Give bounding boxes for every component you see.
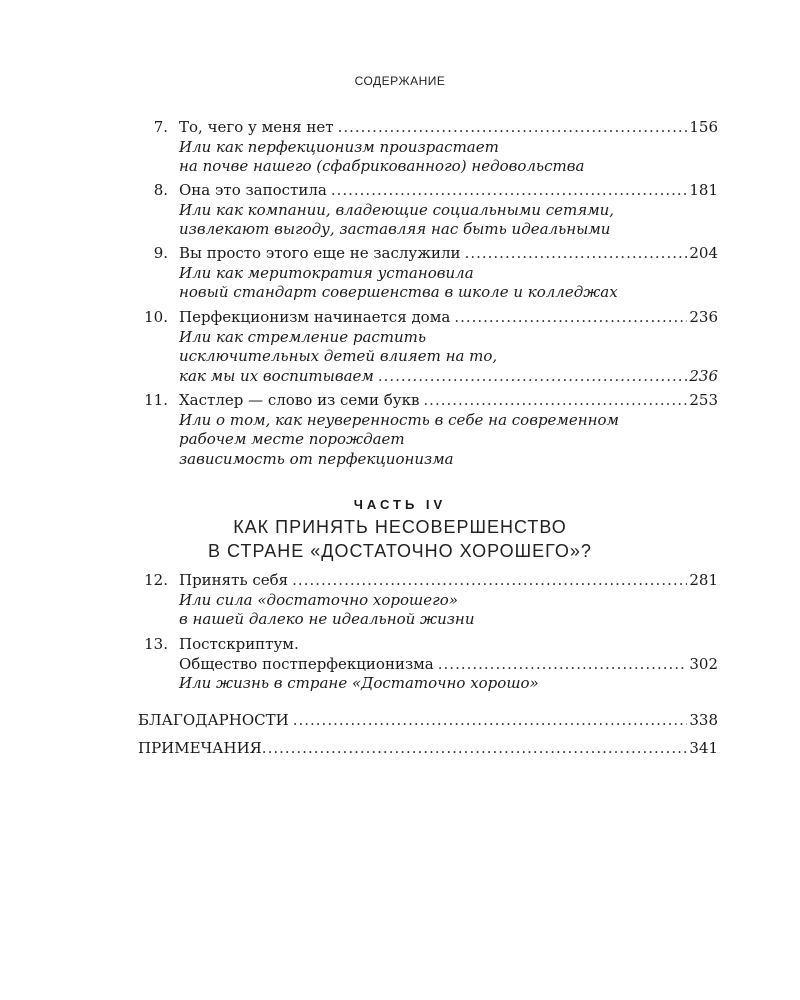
chapter-number: 7. xyxy=(153,118,168,136)
chapter-number: 11. xyxy=(144,391,168,409)
chapter-title: Она это запостила xyxy=(179,181,327,199)
chapter-subtitle: Или как меритократия установила xyxy=(179,263,474,282)
chapter-number: 12. xyxy=(144,571,168,589)
toc-entry-11[interactable] xyxy=(138,391,718,469)
chapter-subtitle: на почве нашего (сфабрикованного) недовольства xyxy=(179,157,585,175)
page-number: 181 xyxy=(689,181,718,199)
toc-entry-7[interactable] xyxy=(138,118,718,177)
dot-leader xyxy=(292,571,687,591)
dot-leader xyxy=(454,308,687,328)
part-label: ЧАСТЬ IV xyxy=(353,497,447,512)
toc-entry-9[interactable] xyxy=(138,244,718,303)
chapter-subtitle: извлекают выгоду, заставляя нас быть идеальными xyxy=(179,220,611,238)
chapter-title: Постскриптум. xyxy=(179,635,299,653)
toc-entry-8[interactable] xyxy=(138,181,718,240)
dot-leader xyxy=(423,391,687,411)
chapter-title: Хастлер — слово из семи букв xyxy=(179,391,420,409)
chapter-subtitle: рабочем месте порождает xyxy=(179,430,405,448)
chapter-title: Вы просто этого еще не заслужили xyxy=(179,244,461,262)
chapter-title: Перфекционизм начинается дома xyxy=(179,308,451,326)
dot-leader xyxy=(338,118,688,138)
toc-entry-acknowledgements[interactable] xyxy=(138,711,718,731)
chapter-subtitle: новый стандарт совершенства в школе и колледжах xyxy=(179,283,618,301)
toc-entry-13[interactable] xyxy=(138,635,718,694)
page-number: 253 xyxy=(689,391,718,409)
chapter-subtitle: Или сила «достаточно хорошего» xyxy=(179,590,458,609)
page-number: 236 xyxy=(689,308,718,326)
chapter-number: 13. xyxy=(144,635,168,653)
dot-leader xyxy=(465,244,688,264)
dot-leader xyxy=(331,181,688,201)
toc-entry-notes[interactable] xyxy=(138,739,718,759)
chapter-subtitle: Или как компании, владеющие социальными сетями, xyxy=(179,200,615,219)
dot-leader xyxy=(293,711,688,731)
dot-leader xyxy=(438,655,688,675)
page-number: 156 xyxy=(689,118,718,136)
chapter-subtitle: Или как стремление растить xyxy=(179,327,427,346)
dot-leader xyxy=(378,367,688,387)
dot-leader xyxy=(262,739,688,759)
chapter-subtitle: Или жизнь в стране «Достаточно хорошо» xyxy=(179,674,539,692)
page-number: 338 xyxy=(689,711,718,729)
backmatter-title: ПРИМЕЧАНИЯ xyxy=(138,739,262,757)
page-number: 281 xyxy=(689,571,718,589)
page-number: 236 xyxy=(689,366,718,385)
chapter-subtitle: Или о том, как неуверенность в себе на современном xyxy=(179,410,619,429)
running-head: СОДЕРЖАНИЕ xyxy=(354,74,446,88)
chapter-number: 9. xyxy=(153,244,168,262)
backmatter-title: БЛАГОДАРНОСТИ xyxy=(138,711,289,729)
page-number: 302 xyxy=(689,654,718,673)
chapter-title: Общество постперфекционизма xyxy=(179,654,434,673)
page-number: 204 xyxy=(689,244,718,262)
part-title: КАК ПРИНЯТЬ НЕСОВЕРШЕНСТВО xyxy=(233,517,567,537)
toc-entry-10[interactable] xyxy=(138,308,718,386)
chapter-subtitle: в нашей далеко не идеальной жизни xyxy=(179,610,475,628)
chapter-number: 8. xyxy=(153,181,168,199)
chapter-number: 10. xyxy=(144,308,168,326)
chapter-title: Принять себя xyxy=(179,571,289,589)
page-number: 341 xyxy=(689,739,718,757)
chapter-title: То, чего у меня нет xyxy=(179,118,334,136)
chapter-subtitle: как мы их воспитываем xyxy=(179,366,374,385)
toc-entry-12[interactable] xyxy=(138,571,718,630)
chapter-subtitle: зависимость от перфекционизма xyxy=(179,449,454,468)
chapter-subtitle: исключительных детей влияет на то, xyxy=(179,347,498,365)
chapter-subtitle: Или как перфекционизм произрастает xyxy=(179,137,499,156)
part-title: В СТРАНЕ «ДОСТАТОЧНО ХОРОШЕГО»? xyxy=(208,541,592,561)
